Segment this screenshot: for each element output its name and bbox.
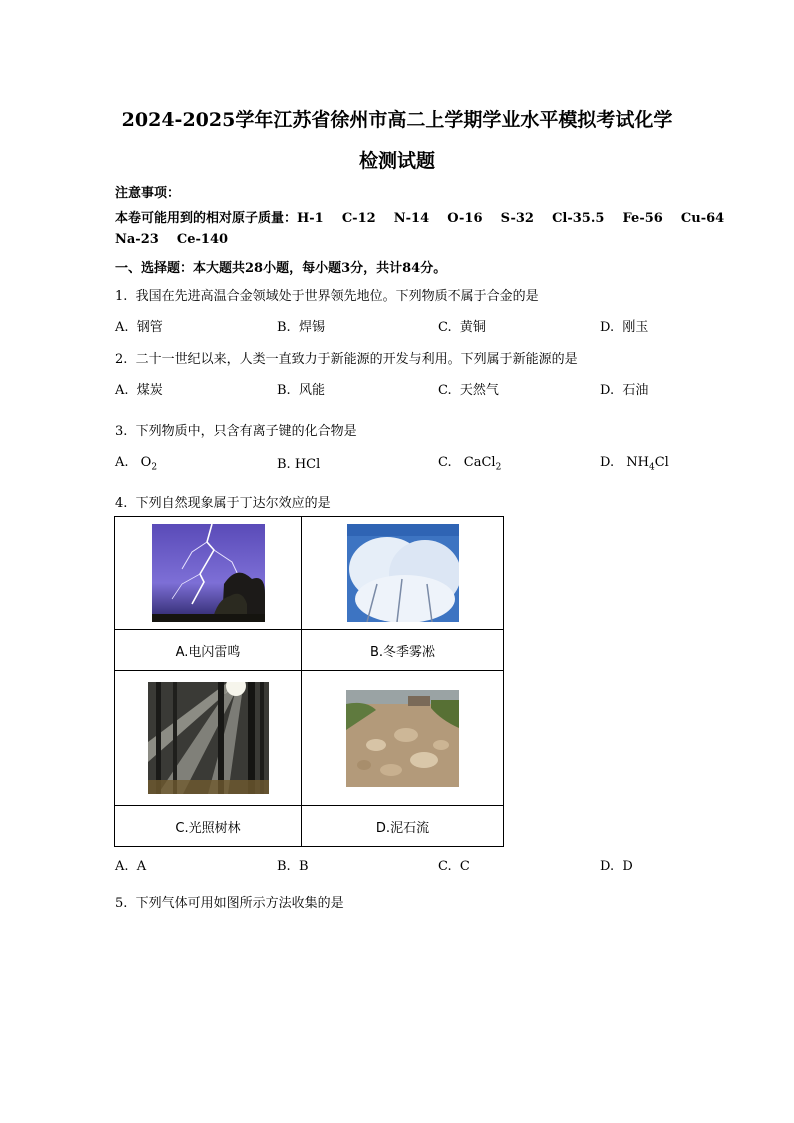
debris-flow-photo	[346, 690, 459, 787]
q3-option-c-label: C.	[438, 455, 452, 470]
rime-frost-photo	[347, 524, 459, 622]
q4-caption-a: A.电闪雷鸣	[115, 630, 302, 671]
q4-option-c: C. C	[438, 859, 470, 874]
lightning-photo	[152, 524, 265, 622]
question-2-stem: 2. 二十一世纪以来，人类一直致力于新能源的开发与利用。下列属于新能源的是	[115, 352, 578, 367]
document-title-line2: 检测试题	[358, 150, 435, 172]
q4-option-b: B. B	[277, 859, 309, 874]
q4-cell-b-image	[302, 517, 504, 630]
q2-option-b: B. 风能	[277, 383, 325, 398]
q3-option-a-label: A.	[115, 455, 129, 470]
q2-option-d: D. 石油	[600, 383, 649, 398]
q2-option-a: A. 煤炭	[115, 383, 163, 398]
document-title-line1: 2024-2025学年江苏省徐州市高二上学期学业水平模拟考试化学	[121, 109, 673, 131]
atomic-masses-line2: Na-23 Ce-140	[115, 232, 229, 247]
notes-heading: 注意事项：	[115, 186, 181, 201]
q4-image-table	[114, 516, 504, 847]
q4-caption-b: B.冬季雾凇	[302, 630, 504, 671]
q4-cell-c-image	[115, 671, 302, 806]
q4-option-d: D. D	[600, 859, 633, 874]
q1-option-a: A. 钢管	[115, 320, 163, 335]
forest-sunlight-photo	[148, 682, 269, 794]
q4-option-a: A. A	[115, 859, 147, 874]
q2-option-c: C. 天然气	[438, 383, 499, 398]
q4-caption-d: D.泥石流	[302, 806, 504, 847]
q3-option-a	[115, 455, 157, 473]
section1-heading: 一、选择题：本大题共28小题，每小题3分，共计84分。	[115, 261, 447, 276]
q1-option-c: C. 黄铜	[438, 320, 486, 335]
q4-cell-d-image	[302, 671, 504, 806]
question-5-stem: 5. 下列气体可用如图所示方法收集的是	[115, 896, 344, 911]
q3-option-a-formula: $O_2$	[140, 455, 158, 473]
q3-option-d-label: D.	[600, 455, 615, 470]
q3-option-b: B. HCl	[277, 457, 321, 472]
q4-cell-a-image	[115, 517, 302, 630]
q3-option-c-formula: CaCl$_2$	[463, 455, 502, 473]
atomic-masses-line1: 本卷可能用到的相对原子质量：H-1 C-12 N-14 O-16 S-32 Cl-35.5 Fe-56 Cu-64	[115, 211, 725, 226]
q4-caption-c: C.光照树林	[115, 806, 302, 847]
q3-option-d	[600, 455, 669, 473]
question-3-stem: 3. 下列物质中，只含有离子键的化合物是	[115, 424, 357, 439]
q1-option-d: D. 刚玉	[600, 320, 649, 335]
question-4-stem: 4. 下列自然现象属于丁达尔效应的是	[115, 496, 331, 511]
q1-option-b: B. 焊锡	[277, 320, 325, 335]
q3-option-c	[438, 455, 501, 473]
q3-option-d-formula: $NH_4Cl$	[626, 455, 669, 473]
question-1-stem: 1. 我国在先进高温合金领域处于世界领先地位。下列物质不属于合金的是	[115, 289, 539, 304]
